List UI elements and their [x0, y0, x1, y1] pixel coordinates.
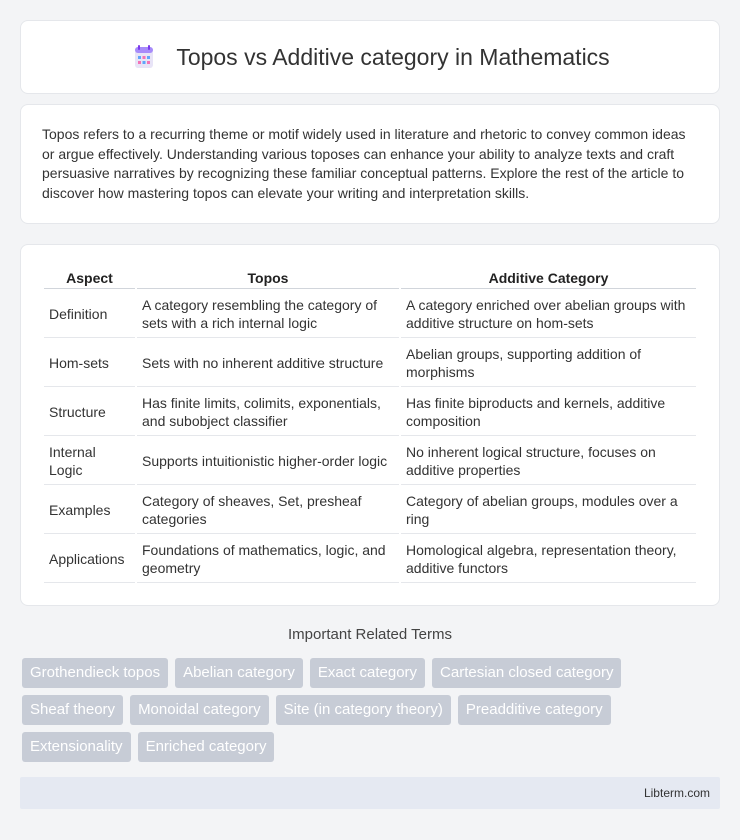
related-term-tag[interactable]: Abelian category — [175, 658, 303, 688]
table-cell-topos: Has finite limits, colimits, exponentials, and subobject classifier — [137, 389, 399, 436]
footer-site-link[interactable]: Libterm.com — [643, 786, 710, 800]
table-cell-aspect: Hom-sets — [44, 340, 135, 387]
related-term-tag[interactable]: Cartesian closed category — [432, 658, 621, 688]
table-cell-aspect: Structure — [44, 389, 135, 436]
intro-card — [20, 104, 720, 224]
header-card — [20, 20, 720, 94]
page-title: Topos vs Additive category in Mathematics — [176, 43, 610, 70]
related-term-tag[interactable]: Grothendieck topos — [22, 658, 168, 688]
related-term-tag[interactable]: Preadditive category — [458, 695, 611, 725]
related-term-tag[interactable]: Extensionality — [22, 732, 131, 762]
table-cell-topos: Category of sheaves, Set, presheaf categories — [137, 487, 399, 534]
related-term-tag[interactable]: Monoidal category — [130, 695, 269, 725]
column-header-aspect: Aspect — [44, 267, 135, 289]
intro-text: Topos refers to a recurring theme or motif widely used in literature and rhetoric to convey common ideas or argue effectively. Understanding various toposes can enhance your ability to analyze texts and craft persuasive narratives by recognizing these familiar conceptual patterns. Explore the rest of the article to discover how mastering topos can elevate your writing and interpretation skills. — [42, 126, 686, 201]
table-cell-additive: Has finite biproducts and kernels, additive composition — [401, 389, 696, 436]
table-row — [44, 536, 696, 583]
related-terms-tags — [22, 658, 722, 762]
table-row — [44, 438, 696, 485]
document-calendar-icon — [130, 43, 158, 71]
related-terms-title: Important Related Terms — [288, 626, 452, 643]
table-cell-additive: A category enriched over abelian groups with additive structure on hom-sets — [401, 291, 696, 338]
related-term-tag[interactable]: Sheaf theory — [22, 695, 123, 725]
related-term-tag[interactable]: Site (in category theory) — [276, 695, 451, 725]
related-term-tag[interactable]: Enriched category — [138, 732, 275, 762]
related-term-tag[interactable]: Exact category — [310, 658, 425, 688]
table-cell-additive: No inherent logical structure, focuses on additive properties — [401, 438, 696, 485]
comparison-table — [42, 265, 698, 585]
column-header-topos: Topos — [137, 267, 399, 289]
comparison-table-card — [20, 244, 720, 606]
table-cell-topos: Supports intuitionistic higher-order logic — [137, 438, 399, 485]
table-cell-aspect: Examples — [44, 487, 135, 534]
table-cell-aspect: Applications — [44, 536, 135, 583]
table-cell-additive: Category of abelian groups, modules over a ring — [401, 487, 696, 534]
table-cell-aspect: Definition — [44, 291, 135, 338]
table-cell-additive: Abelian groups, supporting addition of morphisms — [401, 340, 696, 387]
table-cell-topos: Sets with no inherent additive structure — [137, 340, 399, 387]
footer — [20, 777, 720, 809]
table-row — [44, 340, 696, 387]
table-row — [44, 291, 696, 338]
table-cell-additive: Homological algebra, representation theory, additive functors — [401, 536, 696, 583]
column-header-additive: Additive Category — [401, 267, 696, 289]
table-cell-topos: A category resembling the category of sets with a rich internal logic — [137, 291, 399, 338]
table-row — [44, 389, 696, 436]
table-row — [44, 487, 696, 534]
table-cell-topos: Foundations of mathematics, logic, and geometry — [137, 536, 399, 583]
table-header-row — [44, 267, 696, 289]
table-cell-aspect: Internal Logic — [44, 438, 135, 485]
